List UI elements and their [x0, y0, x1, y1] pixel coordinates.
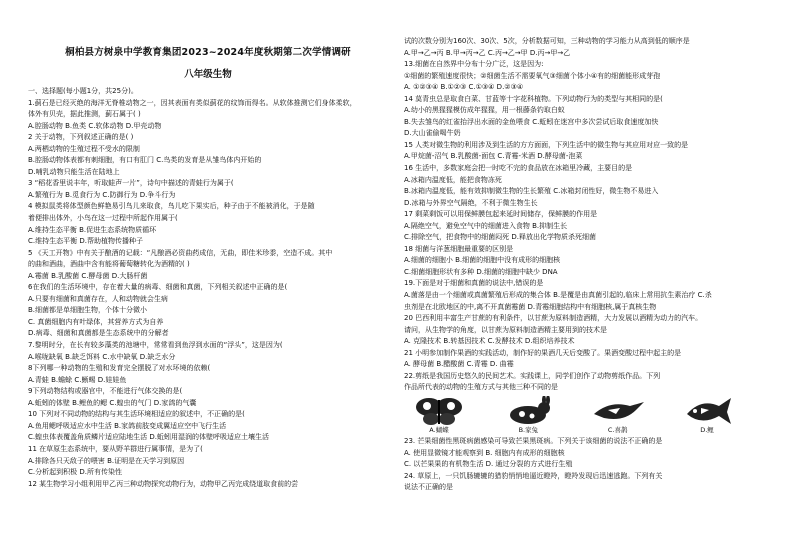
carp-icon: [679, 396, 735, 426]
animal-label: B.家兔: [518, 425, 539, 434]
text-line: A.排除各只天敌子的喂害 B.证明是在天学习到原因: [28, 456, 185, 465]
text-line: 的曲和酒曲，酒曲中含有能将葡萄糖转化为酒精的( ): [28, 260, 190, 269]
text-line: A.细菌的细胞小 B.细菌的细胞中没有成形的细胞核: [404, 256, 561, 265]
text-line: 虫剂是在北欧地区的中,离不开真菌霉菌 D.青霉细胞结构中有细胞核,属于真核生物: [404, 302, 657, 311]
text-line: A.腔肠动物 B.鱼类 C.软体动物 D.甲壳动物: [28, 121, 162, 130]
butterfly-icon: [411, 396, 467, 426]
text-line: A.青蛙 B.蟾蜍 C.蜥蜴 D.娃娃鱼: [28, 375, 127, 384]
text-line: A.冰箱内温度低，能把食物冻死: [404, 175, 502, 184]
papercut-magpie: [587, 396, 649, 436]
text-line: D.病毒、细菌和真菌都是生态系统中的分解者: [28, 329, 169, 338]
left-column: [28, 86, 390, 490]
text-line: 8下列哪一种动物的生殖和发育完全摆脱了对水环境的依赖(: [28, 364, 211, 373]
text-line: 21 小明参加制作果酒的实践活动，制作好的果酒几天后变酸了。果酒变酸过程中起主的是: [404, 348, 682, 357]
text-line: 7.黎明时分，在长有较多藻类的池塘中，常常看到鱼浮到水面的“浮头”，这是因为(: [28, 341, 283, 350]
text-line: A.甲烷菌-沼气 B.乳酸菌-面包 C.青霉-米酒 D.酵母菌-泡菜: [404, 152, 583, 161]
text-line: 5 《天工开物》中有关于酿酒的记载：“凡酿酒必资曲药成信，无曲，即佳米珍黍，空造不成。其中: [28, 248, 333, 257]
text-line: A.隔绝空气，避免空气中的细菌进入食物 B.抑制生长: [404, 221, 568, 230]
text-line: ①细菌的繁殖速度很快；②细菌生活不需要氧气③细菌个体小④有的细菌能形成芽孢: [404, 71, 661, 80]
text-line: D.大山雀偷喝牛奶: [404, 129, 461, 138]
text-line: C.细菌细胞形状有多种 D.细菌的细胞中缺少 DNA: [404, 267, 558, 276]
text-line: 说法不正确的是: [404, 483, 453, 492]
exam-title: 桐柏县方树泉中学教育集团2023~2024年度秋期第二次学情调研: [65, 47, 351, 58]
animal-label: C.喜鹊: [607, 425, 628, 434]
text-line: A. 克隆技术 B.转基因技术 C.发酵技术 D.组织培养技术: [404, 337, 575, 346]
text-line: C. 真菌细胞内有叶绿体，其营养方式为自养: [28, 317, 164, 326]
text-line: A.幼小的黑猩猩模仿成年猩猩，用一根藤条钓取白蚁: [404, 106, 565, 115]
text-line: 15 人类对微生物的利用涉及到生活的方方面面，下列生活中的微生物与其应用对应一致的是: [404, 140, 689, 149]
text-line: 体外有贝壳，据此推测，蓟石属于( ): [28, 110, 141, 119]
text-line: B.失去雏鸟的红雀抬浮出水面的金鱼喂食 C.蚯蚓在迷宫中多次尝试后取食速度加快: [404, 117, 659, 126]
text-line: A.甲→乙→丙 B.甲→丙→乙 C.丙→乙→甲 D.丙→甲→乙: [404, 48, 571, 57]
text-line: 13.细菌在自然界中分布十分广泛，这是因为:: [404, 60, 544, 69]
papercut-rabbit: [497, 396, 559, 436]
text-line: D.冰箱与外界空气隔绝，不利于微生物生长: [404, 198, 538, 207]
text-line: 2 关于动物，下列叙述正确的是( ): [28, 133, 134, 142]
text-line: 12 某生物学习小组利用甲乙丙三种动物探究动物行为，动物甲乙丙完成绕道取食前的尝: [28, 479, 299, 488]
magpie-icon: [590, 396, 646, 426]
text-line: 10 下列对不同动物的结构与其生活环境相适应的叙述中，不正确的是(: [28, 410, 245, 419]
text-line: 3 “稻花香里说丰年，听取蛙声一片”，诗句中描述的青蛙行为属于(: [28, 179, 234, 188]
text-line: A.蚯蚓的体壁 B.鲤鱼的鳃 C.蝗虫的气门 D.家鸽的气囊: [28, 398, 197, 407]
text-line: A. ①②③④ B.①②③ C.①③④ D.②③④: [404, 83, 524, 92]
text-line: 9下列动物结构或器官中，不能进行气体交换的是(: [28, 387, 183, 396]
text-line: B.细菌都是单细胞生物，个体十分微小: [28, 306, 148, 315]
text-line: 17 剩菜剩饭可以用保鲜膜包起来延时间储存，保鲜膜的作用是: [404, 210, 598, 219]
text-line: A.只要有细菌和真菌存在，人和动物就会生病: [28, 294, 168, 303]
text-line: C.维持生态平衡 D.帮助植物传播种子: [28, 237, 143, 246]
text-line: 16 生活中，多数家庭会把一时吃不完的食品放在冰箱里冷藏，主要目的是: [404, 164, 633, 173]
exam-subtitle: 八年级生物: [184, 69, 232, 80]
text-line: 请问，从生物学的角度，以甘蔗为原料制造酒精主要用到的技术是: [404, 325, 607, 334]
papercut-butterfly: [408, 396, 470, 436]
text-line: 作品所代表的动物的生殖方式与其他三种不同的是: [404, 383, 558, 392]
text-line: C.蝗虫体表覆盖角质鳞片适应陆地生活 D.蚯蚓用湿润的体壁呼吸适应土壤生活: [28, 433, 269, 442]
text-line: D.哺乳动物只能生活在陆地上: [28, 167, 120, 176]
text-line: C.分析起到积极 D.所有传染性: [28, 468, 122, 477]
text-line: 23. 芒果细菌性黑斑病菌感染可导致芒果黑斑病。下列关于该细菌的说法不正确的是: [404, 436, 663, 445]
animal-label: A.蝴蝶: [429, 425, 449, 434]
text-line: B.腔肠动物体表都有刺细胞，有口有肛门 C.鸟类的发育是从雏鸟体内开始的: [28, 156, 262, 165]
text-line: A. 酵母菌 B.醋酸菌 C.青霉 D. 曲霉: [404, 360, 514, 369]
text-line: A.菌落是由一个细菌或真菌繁殖后形成的集合体 B.是覆是由真菌引起的,临床上常用抗生素治疗 C.杀: [404, 291, 712, 300]
text-line: A. 使用显微镜才能观察到 B. 细胞内有成形的细胞核: [404, 448, 565, 457]
text-line: A.鱼用鳃呼吸适应水中生活 B.家鸽前肢变成翼适应空中飞行生活: [28, 421, 227, 430]
text-line: 一、选择题(每小题1分，共25分)。: [28, 87, 138, 95]
text-line: B.冰箱内温度低，能有效抑制微生物的生长繁殖 C.冰箱封闭性好，微生物不易进入: [404, 187, 659, 196]
text-line: A.维持生态平衡 B.促进生态系统物质循环: [28, 225, 157, 234]
text-line: 14 莫青虫总是取食白菜、甘蓝等十字花科植物。下列动物行为的类型与其相同的是(: [404, 94, 663, 103]
papercut-carp: [676, 396, 738, 436]
papercut-figures: [408, 396, 738, 436]
text-line: A.喉咙缺氧 B.缺乏饵料 C.水中缺氧 D.缺乏水分: [28, 352, 176, 361]
text-line: 19.下面是对于细菌和真菌的说法中,错误的是: [404, 279, 544, 288]
animal-label: D.鲤: [700, 425, 714, 434]
rabbit-icon: [500, 396, 556, 426]
text-line: 6在我们的生活环境中，存在着大量的病毒、细菌和真菌，下列相关叙述中正确的是(: [28, 283, 288, 292]
text-line: 11 在草原生态系统中，要从野羊群进行属事情，是为了(: [28, 444, 203, 453]
text-line: 1.蓟石是已经灭绝的海洋无脊椎动物之一，因其表面有类似蓟花的纹饰而得名。从软体推测它们身体柔软，: [28, 98, 357, 107]
text-line: A.两栖动物的生殖过程不受水的限制: [28, 144, 140, 153]
text-line: 着便排出体外，小鸟在这一过程中所起作用属于(: [28, 214, 178, 223]
text-line: 4 模拟鼠类将体型颜色鲜艳易引鸟儿来取食，鸟儿吃下果实后，种子由于不能被消化，于是随: [28, 202, 315, 211]
right-column: [404, 36, 770, 494]
text-line: A.霉菌 B.乳酸菌 C.酵母菌 D.大肠杆菌: [28, 271, 148, 280]
text-line: 20 巴西利用丰富生产甘蔗的有利条件，以甘蔗为原料制造酒精，大力发展以酒精为动力的汽车。: [404, 314, 703, 323]
text-line: A.繁殖行为 B.觅食行为 C.防御行为 D.争斗行为: [28, 190, 176, 199]
text-line: 22.剪纸是我国历史悠久的民间艺术。实践课上，同学们创作了动物剪纸作品。下列: [404, 371, 661, 380]
text-line: 18 细菌与洋葱细胞最重要的区别是: [404, 244, 514, 253]
text-line: C.排除空气，把食物中的细菌闷死 D.释放出化学物质杀死细菌: [404, 233, 596, 242]
text-line: 试的次数分别为160次、30次、5次，分析数据可知，三种动物的学习能力从高到低的顺序是: [404, 37, 690, 45]
text-line: C. 以芒果果的有机物生活 D. 通过分裂的方式进行生殖: [404, 460, 573, 469]
text-line: 24. 草原上，一只饥肠辘辘的猎豹悄悄地逼近瞪羚，瞪羚发现后迅速逃跑。下列有关: [404, 471, 663, 480]
